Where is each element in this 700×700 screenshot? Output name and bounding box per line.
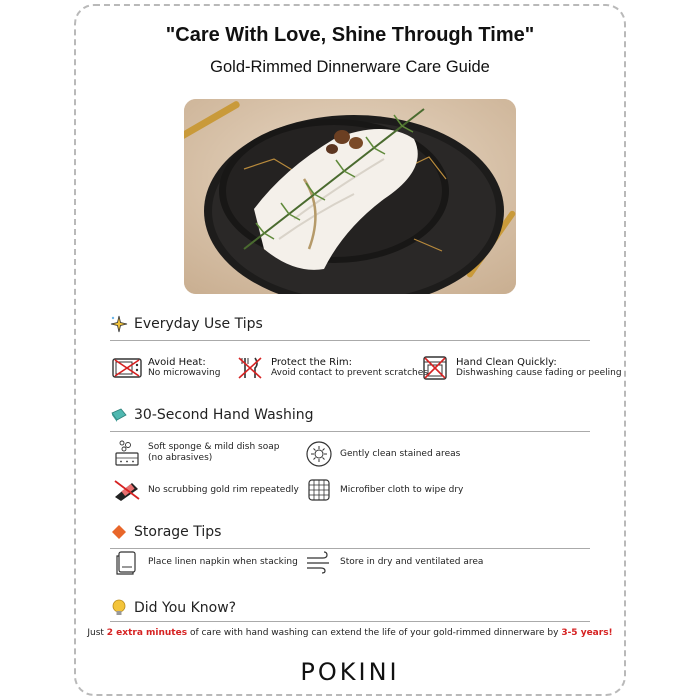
no-utensils-icon — [235, 355, 265, 381]
tip-text: Microfiber cloth to wipe dry — [340, 484, 464, 495]
fact-highlight-years: 3-5 years! — [561, 628, 613, 638]
tip-stacking — [112, 549, 298, 575]
page-title: "Care With Love, Shine Through Time" — [165, 24, 535, 46]
fact-text-middle: of care with hand washing can extend the life of your gold-rimmed dinnerware by — [187, 628, 562, 638]
tip-title: Avoid Heat: — [148, 357, 206, 368]
section-divider — [110, 431, 590, 432]
tip-text: Dishwashing cause fading or peeling — [456, 368, 622, 378]
no-scrub-icon — [112, 477, 142, 503]
section-divider — [110, 340, 590, 341]
tip-avoid-heat — [112, 355, 220, 381]
section-divider — [110, 621, 590, 622]
storage-section-title: Storage Tips — [134, 524, 222, 540]
didyouknow-section-header — [110, 597, 590, 619]
cloth-icon — [304, 477, 334, 503]
tip-gentle-clean — [304, 441, 460, 467]
fact-highlight-minutes: 2 extra minutes — [106, 628, 188, 638]
brand-logo: POKINI — [300, 658, 400, 686]
no-microwave-icon — [112, 355, 142, 381]
no-dishwasher-icon — [420, 355, 450, 381]
everyday-section-header — [110, 313, 590, 335]
washing-section-header — [110, 404, 590, 426]
page-subtitle: Gold-Rimmed Dinnerware Care Guide — [210, 58, 490, 76]
lightbulb-icon — [110, 599, 128, 617]
tip-text: Place linen napkin when stacking — [148, 556, 298, 567]
tip-text: Soft sponge & mild dish soap — [148, 442, 280, 452]
everyday-section-title: Everyday Use Tips — [134, 316, 263, 332]
tip-sponge — [112, 440, 279, 466]
soap-bar-icon — [110, 406, 128, 424]
storage-section-header — [110, 521, 590, 543]
tip-title: Protect the Rim: — [271, 357, 352, 368]
dinnerware-photo — [184, 99, 516, 294]
diamond-icon — [110, 523, 128, 541]
tip-dry-storage — [304, 549, 483, 575]
tip-microfiber — [304, 477, 463, 503]
tip-protect-rim — [235, 355, 428, 381]
tip-text: No microwaving — [148, 368, 221, 378]
stacked-plates-icon — [112, 549, 142, 575]
didyouknow-section-title: Did You Know? — [134, 600, 237, 616]
tip-text-note: (no abrasives) — [148, 453, 213, 463]
wind-icon — [304, 549, 334, 575]
tip-text: Avoid contact to prevent scratches — [271, 368, 428, 378]
fact-text-start: Just — [87, 628, 107, 638]
washing-section-title: 30-Second Hand Washing — [134, 407, 314, 423]
tip-text: Store in dry and ventilated area — [340, 556, 484, 567]
tip-title: Hand Clean Quickly: — [456, 357, 557, 368]
tip-no-scrub-rim — [112, 477, 299, 503]
circular-scrub-icon — [304, 441, 334, 467]
tip-text: Gently clean stained areas — [340, 448, 461, 459]
tip-hand-clean — [420, 355, 622, 381]
sparkle-icon — [110, 315, 128, 333]
sponge-bubbles-icon — [112, 440, 142, 466]
did-you-know-text — [0, 628, 700, 638]
tip-text: No scrubbing gold rim repeatedly — [148, 484, 299, 495]
